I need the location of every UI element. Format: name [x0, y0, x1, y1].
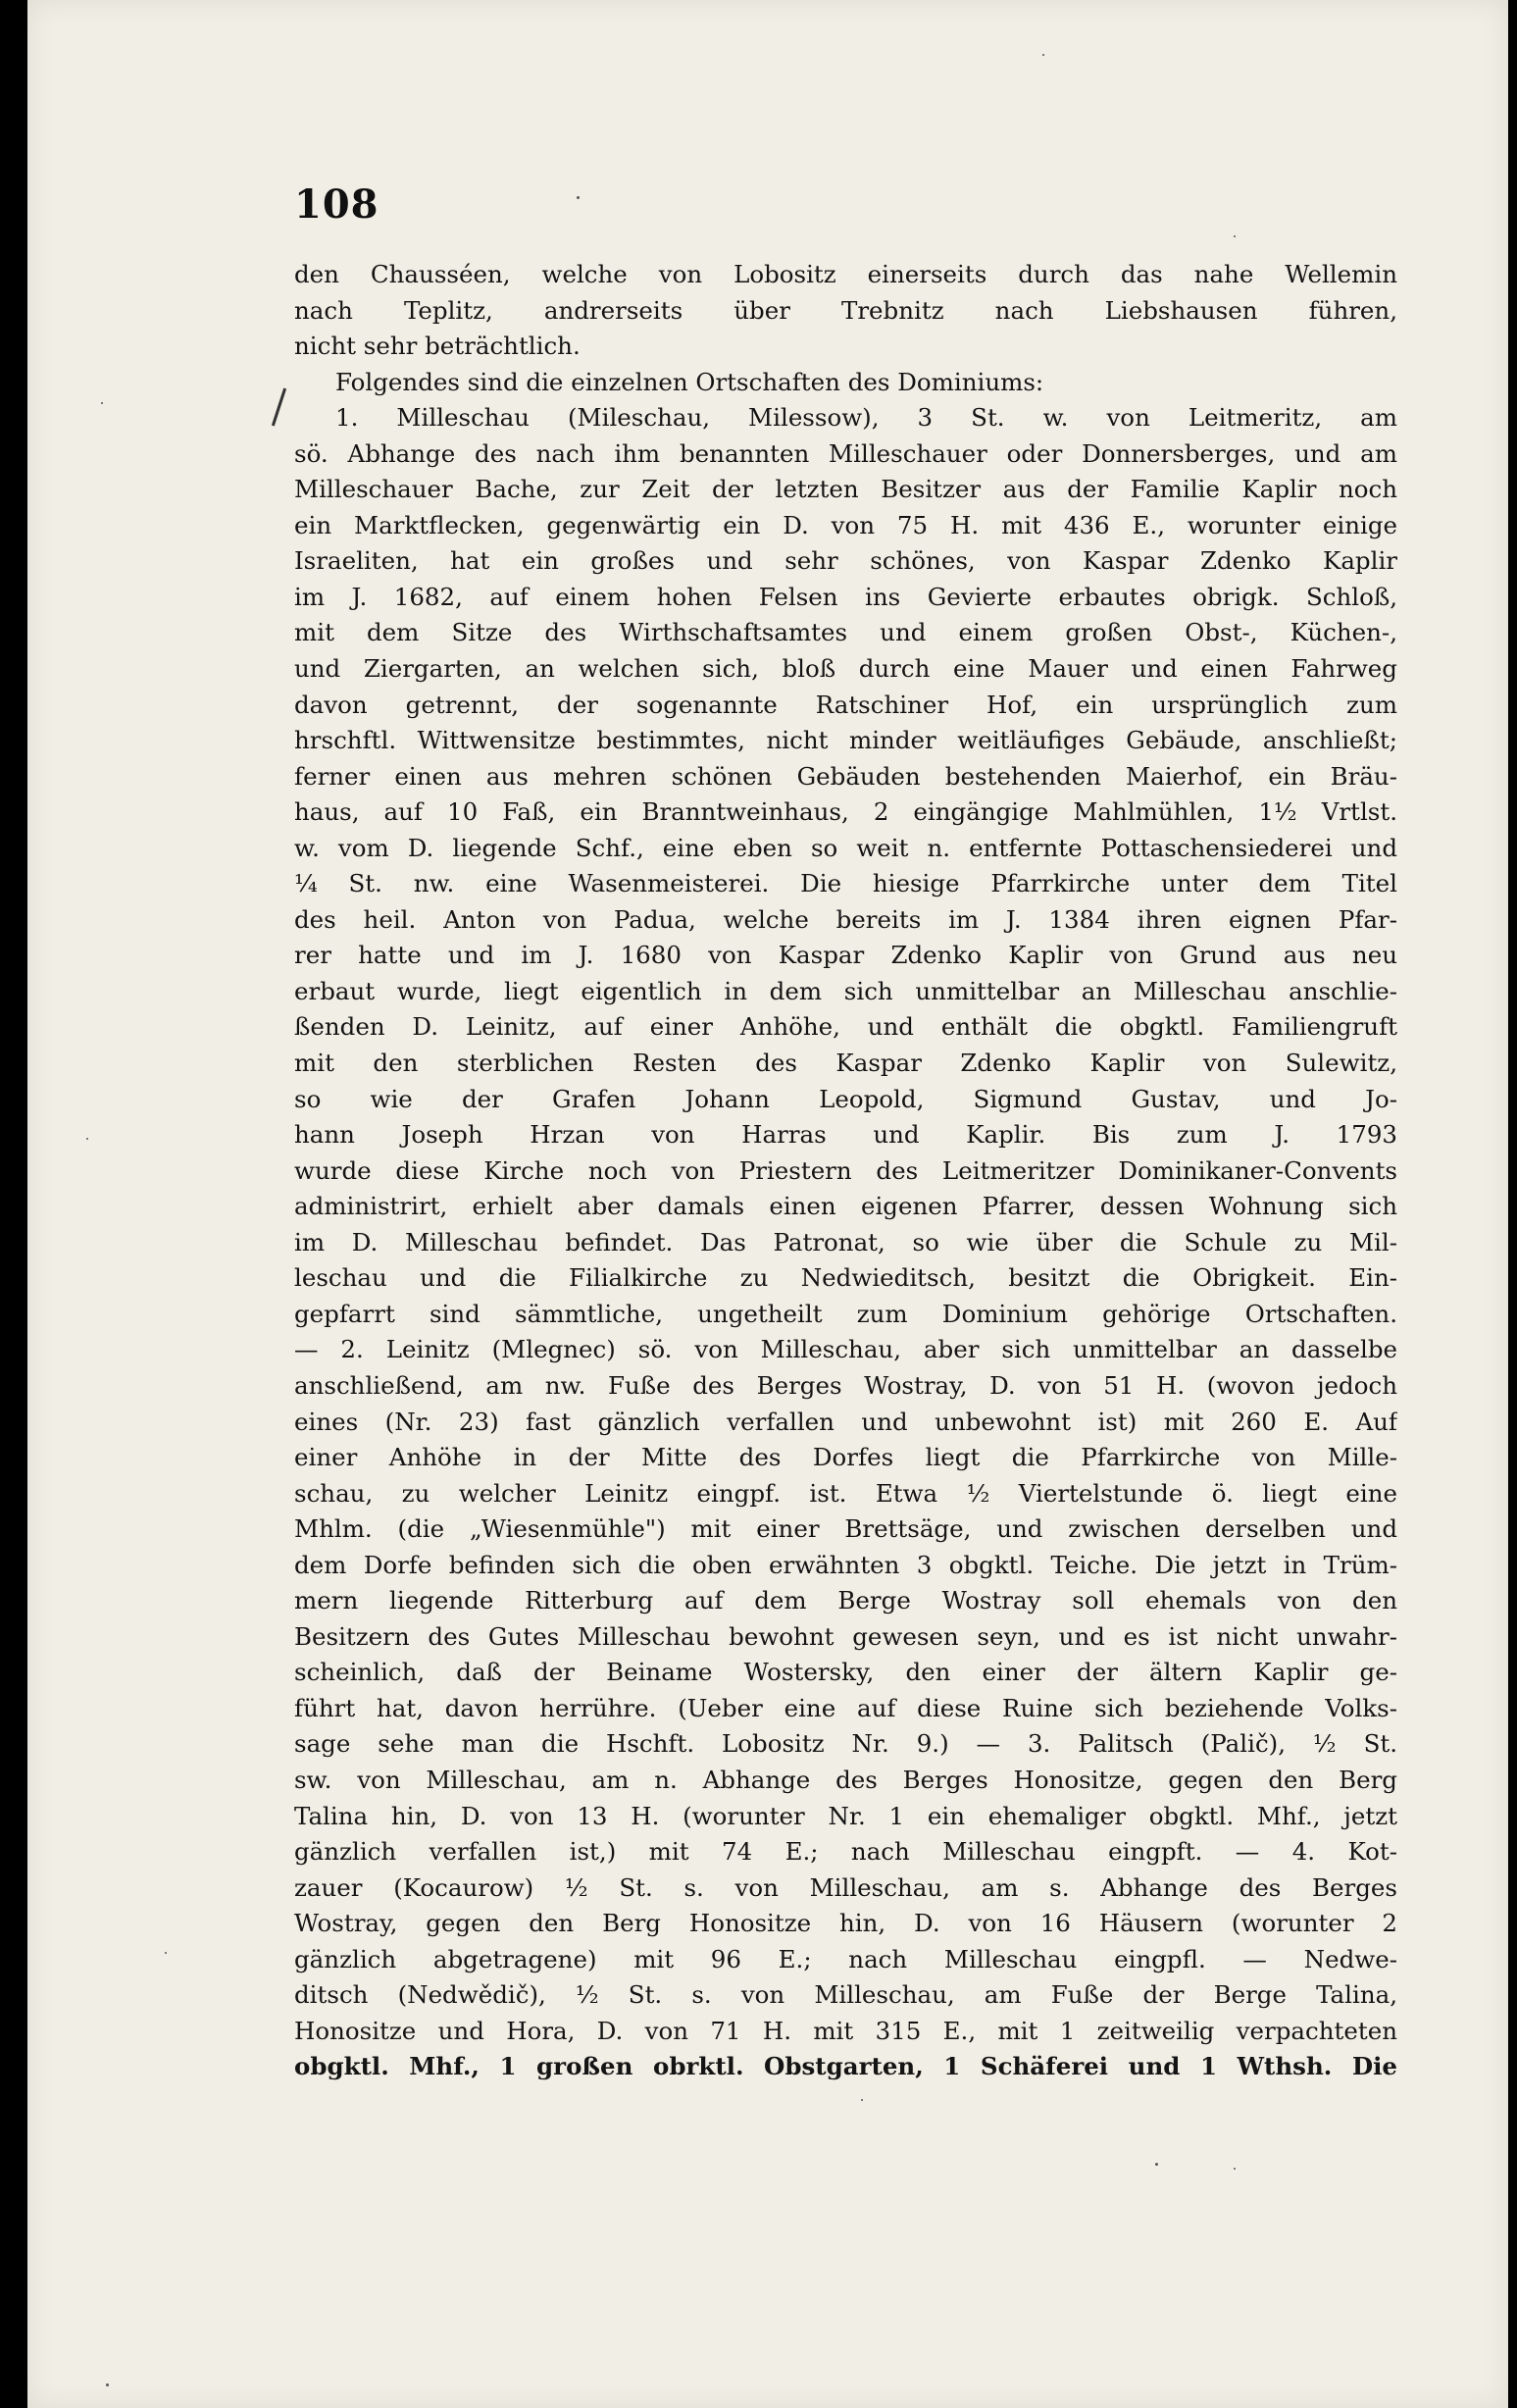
- text-line: den Chausséen, welche von Lobositz einerseits durch das nahe Wellemin: [294, 260, 1397, 288]
- text-line: erbaut wurde, liegt eigentlich in dem sich unmittelbar an Milleschau anschlie-: [294, 976, 1397, 1005]
- paper-speck: [1234, 235, 1236, 237]
- paper-speck: [101, 402, 103, 404]
- text-line: gänzlich abgetragene) mit 96 E.; nach Milleschau eingpfl. — Nedwe-: [294, 1944, 1397, 1973]
- text-line: Mhlm. (die „Wiesenmühle") mit einer Brettsäge, und zwischen derselben und: [294, 1514, 1397, 1544]
- text-line: ditsch (Nedwědič), ½ St. s. von Milleschau, am Fuße der Berge Talina,: [294, 1980, 1397, 2010]
- text-line: gänzlich verfallen ist,) mit 74 E.; nach Milleschau eingpft. — 4. Kot-: [294, 1837, 1397, 1867]
- text-line: Besitzern des Gutes Milleschau bewohnt gewesen seyn, und es ist nicht unwahr-: [294, 1621, 1397, 1651]
- text-line: nicht sehr beträchtlich.: [294, 332, 581, 361]
- text-line: scheinlich, daß der Beiname Wostersky, den einer der ältern Kaplir ge-: [294, 1658, 1397, 1687]
- text-line: ßenden D. Leinitz, auf einer Anhöhe, und enthält die obgktl. Familiengruft: [294, 1012, 1397, 1042]
- text-line: und Ziergarten, an welchen sich, bloß durch eine Mauer und einen Fahrweg: [294, 654, 1397, 684]
- text-line: Milleschauer Bache, zur Zeit der letzten Besitzer aus der Familie Kaplir noch: [294, 475, 1397, 504]
- text-line: zauer (Kocaurow) ½ St. s. von Milleschau, am s. Abhange des Berges: [294, 1872, 1397, 1902]
- text-line: obgktl. Mhf., 1 großen obrktl. Obstgarten, 1 Schäferei und 1 Wthsh. Die: [294, 2052, 1397, 2081]
- text-line: — 2. Leinitz (Mlegnec) sö. von Milleschau, aber sich unmittelbar an dasselbe: [294, 1335, 1397, 1364]
- text-line: wurde diese Kirche noch von Priestern des Leitmeritzer Dominikaner-Convents: [294, 1155, 1397, 1185]
- text-line: ein Marktflecken, gegenwärtig ein D. von 75 H. mit 436 E., worunter einige: [294, 510, 1397, 539]
- text-line: leschau und die Filialkirche zu Nedwieditsch, besitzt die Obrigkeit. Ein-: [294, 1263, 1397, 1293]
- text-line: nach Teplitz, andrerseits über Trebnitz nach Liebshausen führen,: [294, 295, 1397, 325]
- text-line: 1. Milleschau (Mileschau, Milessow), 3 St. w. von Leitmeritz, am: [335, 403, 1397, 433]
- paper-speck: [577, 196, 580, 199]
- text-line: anschließend, am nw. Fuße des Berges Wostray, D. von 51 H. (wovon jedoch: [294, 1370, 1397, 1400]
- text-line: sage sehe man die Hschft. Lobositz Nr. 9.) — 3. Palitsch (Palič), ½ St.: [294, 1729, 1397, 1759]
- paper-speck: [165, 1952, 167, 1954]
- text-line: Israeliten, hat ein großes und sehr schönes, von Kaspar Zdenko Kaplir: [294, 546, 1397, 576]
- text-line: so wie der Grafen Johann Leopold, Sigmund Gustav, und Jo-: [294, 1084, 1397, 1113]
- text-line: mern liegende Ritterburg auf dem Berge Wostray soll ehemals von den: [294, 1586, 1397, 1615]
- text-line: im D. Milleschau befindet. Das Patronat, so wie über die Schule zu Mil-: [294, 1227, 1397, 1256]
- text-line: davon getrennt, der sogenannte Ratschiner Hof, ein ursprünglich zum: [294, 690, 1397, 719]
- text-line: ¼ St. nw. eine Wasenmeisterei. Die hiesige Pfarrkirche unter dem Titel: [294, 869, 1397, 898]
- page-number: 108: [294, 181, 379, 228]
- text-line: sw. von Milleschau, am n. Abhange des Berges Honositze, gegen den Berg: [294, 1765, 1397, 1794]
- text-line: ferner einen aus mehren schönen Gebäuden bestehenden Maierhof, ein Bräu-: [294, 761, 1397, 791]
- text-line: Talina hin, D. von 13 H. (worunter Nr. 1 ein ehemaliger obgktl. Mhf., jetzt: [294, 1801, 1397, 1830]
- text-line: hann Joseph Hrzan von Harras und Kaplir. Bis zum J. 1793: [294, 1120, 1397, 1150]
- text-line: schau, zu welcher Leinitz eingpf. ist. Etwa ½ Viertelstunde ö. liegt eine: [294, 1478, 1397, 1508]
- text-line: Folgendes sind die einzelnen Ortschaften des Dominiums:: [335, 367, 1044, 396]
- text-line: des heil. Anton von Padua, welche bereits im J. 1384 ihren eignen Pfar-: [294, 904, 1397, 934]
- paper-speck: [1234, 2168, 1236, 2170]
- text-line: im J. 1682, auf einem hohen Felsen ins Gevierte erbautes obrigk. Schloß,: [294, 582, 1397, 611]
- text-line: rer hatte und im J. 1680 von Kaspar Zdenko Kaplir von Grund aus neu: [294, 941, 1397, 970]
- text-line: w. vom D. liegende Schf., eine eben so weit n. entfernte Pottaschensiederei und: [294, 833, 1397, 862]
- text-line: dem Dorfe befinden sich die oben erwähnten 3 obgktl. Teiche. Die jetzt in Trüm-: [294, 1550, 1397, 1579]
- paper-speck: [86, 1138, 88, 1140]
- text-line: eines (Nr. 23) fast gänzlich verfallen und unbewohnt ist) mit 260 E. Auf: [294, 1407, 1397, 1436]
- text-line: Honositze und Hora, D. von 71 H. mit 315 E., mit 1 zeitweilig verpachteten: [294, 2016, 1397, 2045]
- text-line: mit dem Sitze des Wirthschaftsamtes und einem großen Obst-, Küchen-,: [294, 618, 1397, 647]
- pencil-mark: [272, 388, 286, 427]
- text-line: gepfarrt sind sämmtliche, ungetheilt zum Dominium gehörige Ortschaften.: [294, 1299, 1397, 1328]
- paper-speck: [1042, 54, 1044, 56]
- body-text: [294, 257, 1397, 2085]
- text-line: hrschftl. Wittwensitze bestimmtes, nicht minder weitläufiges Gebäude, anschließt;: [294, 726, 1397, 755]
- book-page: [27, 0, 1508, 2408]
- text-line: mit den sterblichen Resten des Kaspar Zdenko Kaplir von Sulewitz,: [294, 1049, 1397, 1078]
- paper-speck: [1155, 2163, 1158, 2166]
- paper-speck: [861, 2099, 863, 2101]
- text-line: führt hat, davon herrühre. (Ueber eine auf diese Ruine sich beziehende Volks-: [294, 1693, 1397, 1722]
- text-line: Wostray, gegen den Berg Honositze hin, D. von 16 Häusern (worunter 2: [294, 1909, 1397, 1938]
- text-line: einer Anhöhe in der Mitte des Dorfes liegt die Pfarrkirche von Mille-: [294, 1443, 1397, 1472]
- text-line: administrirt, erhielt aber damals einen eigenen Pfarrer, dessen Wohnung sich: [294, 1192, 1397, 1221]
- text-line: haus, auf 10 Faß, ein Branntweinhaus, 2 eingängige Mahlmühlen, 1½ Vrtlst.: [294, 797, 1397, 827]
- paper-speck: [106, 2383, 109, 2386]
- text-line: sö. Abhange des nach ihm benannten Milleschauer oder Donnersberges, und am: [294, 438, 1397, 468]
